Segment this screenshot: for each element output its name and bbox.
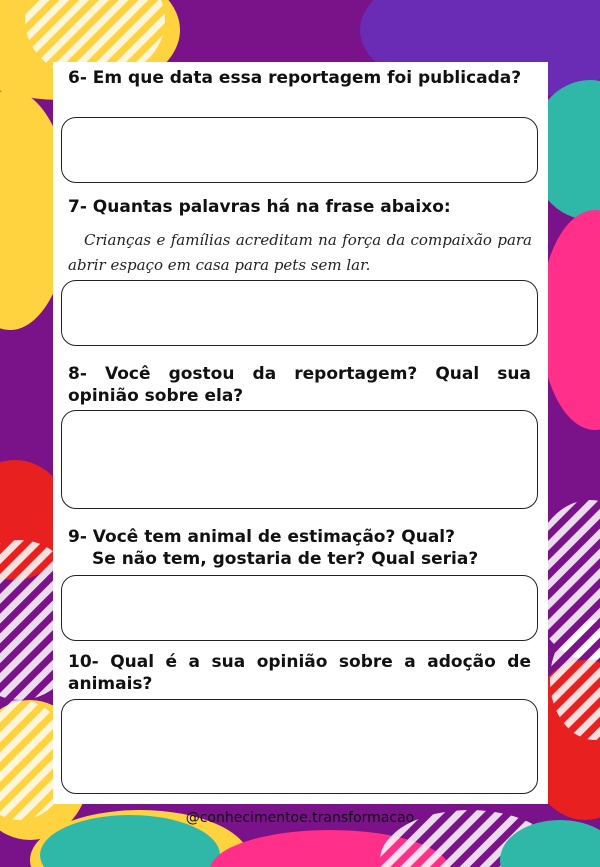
question-7-sentence: Crianças e famílias acreditam na força da compaixão para abrir espaço em casa para pets sem lar. bbox=[68, 231, 532, 274]
question-6: 6- Em que data essa reportagem foi publicada? bbox=[68, 68, 522, 88]
worksheet-page bbox=[53, 62, 548, 804]
answer-box-7[interactable] bbox=[61, 280, 538, 346]
question-9 bbox=[68, 526, 531, 570]
question-7: 7- Quantas palavras há na frase abaixo: bbox=[68, 197, 451, 217]
question-10: 10- Qual é a sua opinião sobre a adoção de animais? bbox=[68, 652, 531, 694]
footer-handle: @conhecimentoe.transformacao bbox=[185, 810, 415, 826]
question-8: 8- Você gostou da reportagem? Qual sua opinião sobre ela? bbox=[68, 364, 531, 406]
question-9-line2: Se não tem, gostaria de ter? Qual seria? bbox=[92, 549, 479, 569]
answer-box-10[interactable] bbox=[61, 699, 538, 794]
question-9-line1: 9- Você tem animal de estimação? Qual? bbox=[68, 527, 455, 547]
answer-box-8[interactable] bbox=[61, 410, 538, 509]
answer-box-6[interactable] bbox=[61, 117, 538, 183]
answer-box-9[interactable] bbox=[61, 575, 538, 641]
